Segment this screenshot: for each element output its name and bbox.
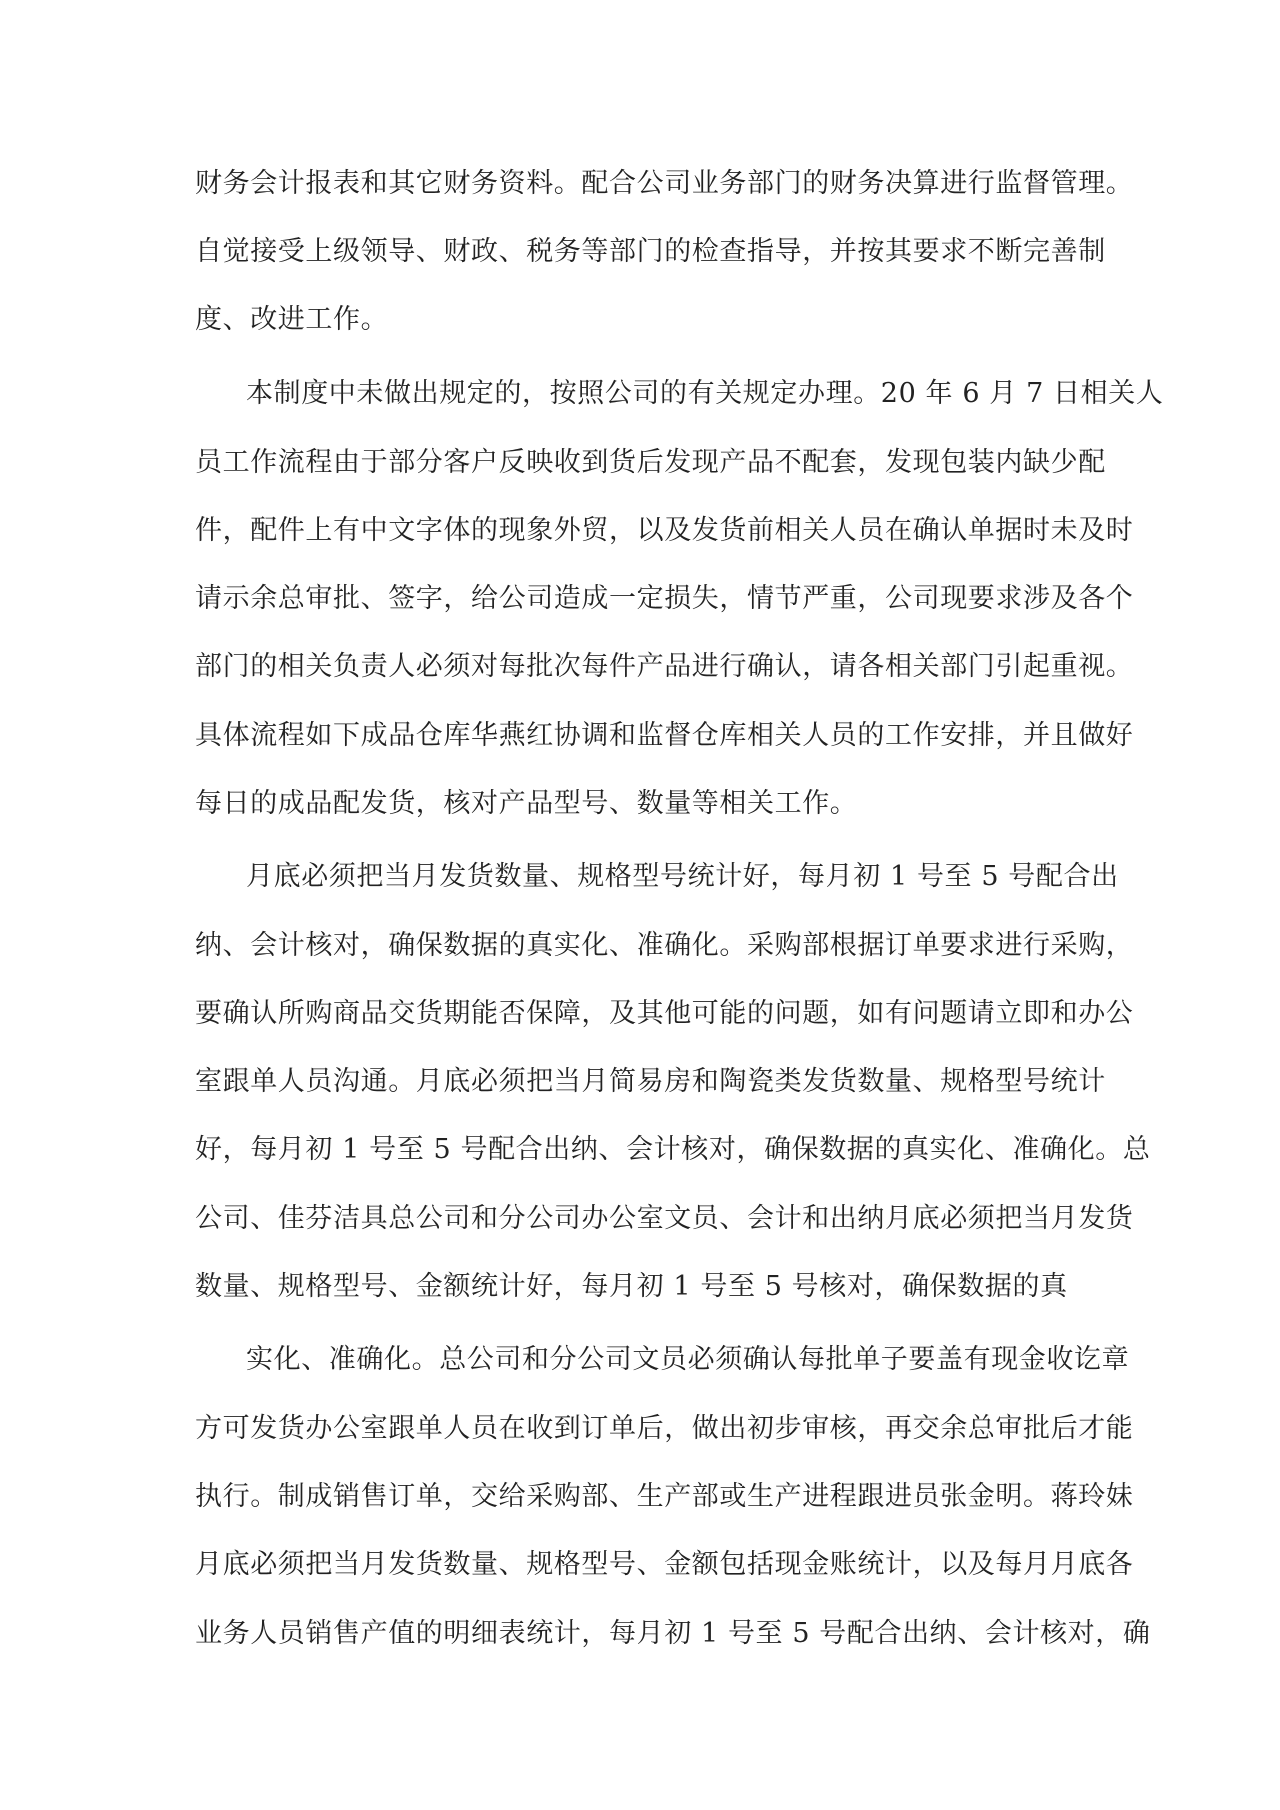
text-line-4: 本制度中未做出规定的，按照公司的有关规定办理。20 年 6 月 7 日相关人 [246, 378, 1164, 409]
text-line-14: 室跟单人员沟通。月底必须把当月简易房和陶瓷类发货数量、规格型号统计 [195, 1066, 1106, 1097]
text-line-11: 月底必须把当月发货数量、规格型号统计好，每月初 1 号至 5 号配合出 [246, 861, 1119, 892]
text-line-2: 自觉接受上级领导、财政、税务等部门的检查指导，并按其要求不断完善制 [195, 236, 1106, 267]
text-line-7: 请示余总审批、签字，给公司造成一定损失，情节严重，公司现要求涉及各个 [195, 583, 1134, 614]
text-line-18: 实化、准确化。总公司和分公司文员必须确认每批单子要盖有现金收讫章 [246, 1344, 1130, 1375]
text-line-9: 具体流程如下成品仓库华燕红协调和监督仓库相关人员的工作安排，并且做好 [195, 720, 1134, 751]
text-line-3: 度、改进工作。 [195, 304, 389, 335]
text-line-22: 业务人员销售产值的明细表统计，每月初 1 号至 5 号配合出纳、会计核对，确 [195, 1618, 1151, 1649]
text-line-16: 公司、佳芬洁具总公司和分公司办公室文员、会计和出纳月底必须把当月发货 [195, 1203, 1134, 1234]
text-line-8: 部门的相关负责人必须对每批次每件产品进行确认，请各相关部门引起重视。 [195, 651, 1134, 682]
text-line-21: 月底必须把当月发货数量、规格型号、金额包括现金账统计，以及每月月底各 [195, 1549, 1134, 1580]
text-line-19: 方可发货办公室跟单人员在收到订单后，做出初步审核，再交余总审批后才能 [195, 1413, 1134, 1444]
text-line-10: 每日的成品配发货，核对产品型号、数量等相关工作。 [195, 788, 858, 819]
text-line-13: 要确认所购商品交货期能否保障，及其他可能的问题，如有问题请立即和办公 [195, 998, 1134, 1029]
text-line-5: 员工作流程由于部分客户反映收到货后发现产品不配套，发现包装内缺少配 [195, 447, 1106, 478]
text-line-1: 财务会计报表和其它财务资料。配合公司业务部门的财务决算进行监督管理。 [195, 168, 1134, 199]
text-line-17: 数量、规格型号、金额统计好，每月初 1 号至 5 号核对，确保数据的真 [195, 1271, 1068, 1302]
text-line-6: 件，配件上有中文字体的现象外贸，以及发货前相关人员在确认单据时未及时 [195, 515, 1134, 546]
text-line-15: 好，每月初 1 号至 5 号配合出纳、会计核对，确保数据的真实化、准确化。总 [195, 1134, 1151, 1165]
text-line-20: 执行。制成销售订单，交给采购部、生产部或生产进程跟进员张金明。蒋玲妹 [195, 1481, 1134, 1512]
text-line-12: 纳、会计核对，确保数据的真实化、准确化。采购部根据订单要求进行采购， [195, 930, 1134, 961]
